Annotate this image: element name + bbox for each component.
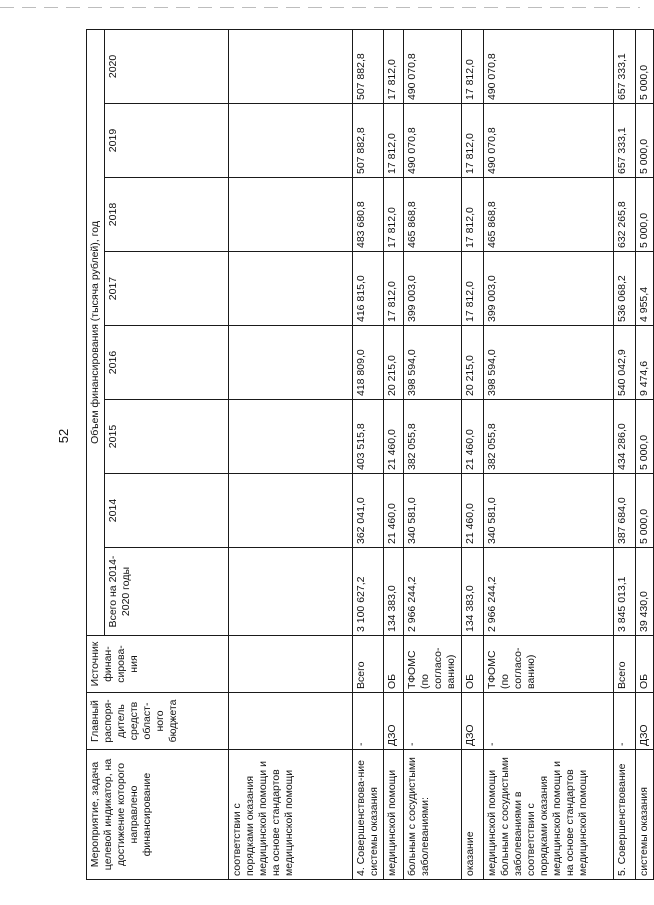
- cell-2017: 399 003,0: [404, 252, 462, 326]
- page-number: 52: [56, 428, 71, 444]
- header-funding-group: Объем финансирования (тысяча рублей), год: [87, 29, 105, 635]
- cell-2018: 17 812,0: [462, 178, 484, 252]
- cell-manager: ДЗО: [462, 693, 484, 750]
- table-row: [636, 29, 654, 879]
- cell-measure: медицинской помощи больным с сосудистыми заболеваниями в соответствии с порядками оказания медицинской помощи и на основе стандартов медицинской помощи: [484, 750, 614, 880]
- table-row: [229, 29, 353, 879]
- cell-2018: 632 265,8: [614, 178, 636, 252]
- header-measure: Мероприятие, задача целевой индикатор, на достижение которого направлено финансирование: [87, 750, 229, 880]
- cell-2019: 507 882,8: [353, 104, 384, 178]
- cell-measure: больным с сосудистыми заболеваниями:: [404, 750, 462, 880]
- cell-2017: 399 003,0: [484, 252, 614, 326]
- cell-2015: 5 000,0: [636, 400, 654, 474]
- cell-2018: 465 868,8: [404, 178, 462, 252]
- cell-manager: -: [484, 693, 614, 750]
- cell-2017: 17 812,0: [462, 252, 484, 326]
- cell-2014: 340 581,0: [484, 474, 614, 548]
- cell-2015: 21 460,0: [384, 400, 404, 474]
- cell-manager: -: [614, 693, 636, 750]
- cell-2020: 17 812,0: [462, 29, 484, 103]
- cell-2018: 483 680,8: [353, 178, 384, 252]
- cell-2018: [229, 178, 353, 252]
- cell-2016: 398 594,0: [484, 326, 614, 400]
- cell-source: ТФОМС (по согласо-ванию): [404, 636, 462, 693]
- cell-2014: 5 000,0: [636, 474, 654, 548]
- cell-2016: 20 215,0: [384, 326, 404, 400]
- cell-measure: 5. Совершенствование: [614, 750, 636, 880]
- cell-2020: 5 000,0: [636, 29, 654, 103]
- cell-2016: 20 215,0: [462, 326, 484, 400]
- cell-total: 2 966 244,2: [484, 548, 614, 636]
- cell-2016: 418 809,0: [353, 326, 384, 400]
- cell-2020: [229, 29, 353, 103]
- funding-table: [86, 29, 654, 880]
- cell-2019: 657 333,1: [614, 104, 636, 178]
- header-year-2018: 2018: [105, 178, 229, 252]
- cell-2014: 362 041,0: [353, 474, 384, 548]
- cell-measure: системы оказания: [636, 750, 654, 880]
- cell-2016: 9 474,6: [636, 326, 654, 400]
- cell-manager: -: [404, 693, 462, 750]
- cell-2018: 5 000,0: [636, 178, 654, 252]
- cell-total: 3 845 013,1: [614, 548, 636, 636]
- header-year-2020: 2020: [105, 29, 229, 103]
- cell-source: ОБ: [636, 636, 654, 693]
- cell-manager: [229, 693, 353, 750]
- cell-2016: 398 594,0: [404, 326, 462, 400]
- cell-measure: соответствии с порядками оказания медицинской помощи и на основе стандартов медицинской помощи: [229, 750, 353, 880]
- cell-measure: 4. Совершенствова-ние системы оказания: [353, 750, 384, 880]
- cell-2019: 490 070,8: [404, 104, 462, 178]
- cell-2014: 21 460,0: [384, 474, 404, 548]
- cell-2015: 434 286,0: [614, 400, 636, 474]
- table-row: [614, 29, 636, 879]
- cell-2014: 340 581,0: [404, 474, 462, 548]
- cell-manager: ДЗО: [636, 693, 654, 750]
- cell-source: [229, 636, 353, 693]
- cell-2015: 382 055,8: [404, 400, 462, 474]
- cell-2014: [229, 474, 353, 548]
- header-total: Всего на 2014-2020 годы: [105, 548, 229, 636]
- table-row: [353, 29, 384, 879]
- scan-top-line: [0, 7, 640, 8]
- header-year-2014: 2014: [105, 474, 229, 548]
- cell-source: ОБ: [384, 636, 404, 693]
- cell-2017: 17 812,0: [384, 252, 404, 326]
- rotated-page-content: [86, 30, 650, 880]
- cell-2017: 536 068,2: [614, 252, 636, 326]
- cell-source: ОБ: [462, 636, 484, 693]
- cell-manager: ДЗО: [384, 693, 404, 750]
- cell-2020: 490 070,8: [484, 29, 614, 103]
- cell-manager: -: [353, 693, 384, 750]
- table-row: [404, 29, 462, 879]
- cell-2019: 17 812,0: [462, 104, 484, 178]
- cell-measure: медицинской помощи: [384, 750, 404, 880]
- table-row: [384, 29, 404, 879]
- table-row: [484, 29, 614, 879]
- header-year-2017: 2017: [105, 252, 229, 326]
- cell-source: ТФОМС (по согласо-ванию): [484, 636, 614, 693]
- cell-total: [229, 548, 353, 636]
- cell-2020: 490 070,8: [404, 29, 462, 103]
- cell-2016: 540 042,9: [614, 326, 636, 400]
- header-source: Источник финан-сирова-ния: [87, 636, 229, 693]
- cell-2017: [229, 252, 353, 326]
- cell-2019: 17 812,0: [384, 104, 404, 178]
- table-row: [462, 29, 484, 879]
- header-manager: Главный распоря-дитель средств област-ного бюджета: [87, 693, 229, 750]
- cell-source: Всего: [353, 636, 384, 693]
- cell-2019: [229, 104, 353, 178]
- cell-source: Всего: [614, 636, 636, 693]
- cell-total: 2 966 244,2: [404, 548, 462, 636]
- cell-total: 134 383,0: [384, 548, 404, 636]
- cell-2016: [229, 326, 353, 400]
- cell-2020: 507 882,8: [353, 29, 384, 103]
- cell-total: 39 430,0: [636, 548, 654, 636]
- cell-2015: 382 055,8: [484, 400, 614, 474]
- cell-2015: 21 460,0: [462, 400, 484, 474]
- header-year-2015: 2015: [105, 400, 229, 474]
- cell-2020: 17 812,0: [384, 29, 404, 103]
- cell-2020: 657 333,1: [614, 29, 636, 103]
- cell-2015: [229, 400, 353, 474]
- cell-2017: 416 815,0: [353, 252, 384, 326]
- cell-total: 3 100 627,2: [353, 548, 384, 636]
- cell-2019: 5 000,0: [636, 104, 654, 178]
- cell-2018: 17 812,0: [384, 178, 404, 252]
- cell-2017: 4 955,4: [636, 252, 654, 326]
- cell-2014: 21 460,0: [462, 474, 484, 548]
- cell-2018: 465 868,8: [484, 178, 614, 252]
- cell-2019: 490 070,8: [484, 104, 614, 178]
- header-year-2016: 2016: [105, 326, 229, 400]
- cell-2014: 387 684,0: [614, 474, 636, 548]
- cell-measure: оказание: [462, 750, 484, 880]
- header-year-2019: 2019: [105, 104, 229, 178]
- cell-2015: 403 515,8: [353, 400, 384, 474]
- cell-total: 134 383,0: [462, 548, 484, 636]
